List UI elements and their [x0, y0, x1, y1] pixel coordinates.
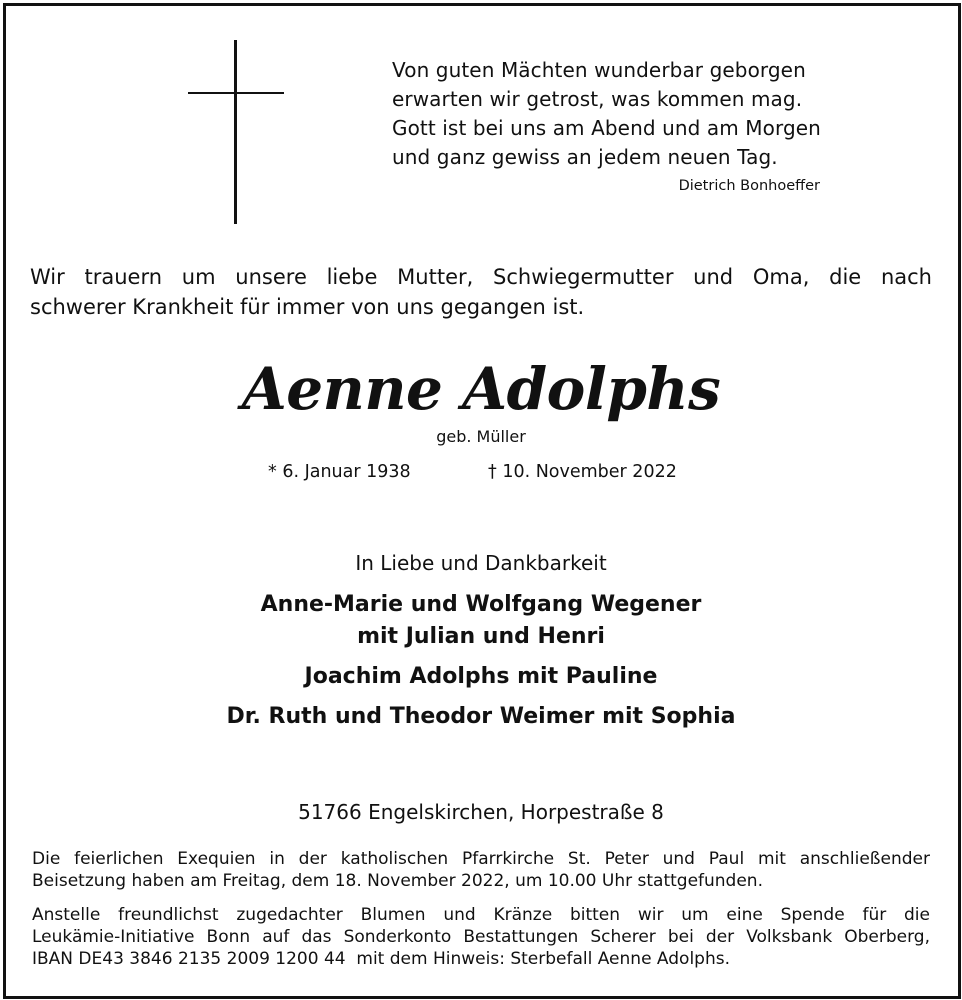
intro-text [30, 262, 932, 322]
deceased-name: Aenne Adolphs [241, 355, 721, 423]
funeral-notice [32, 848, 930, 892]
intro-line: schwerer Krankheit für immer von uns gegangen ist. [30, 295, 585, 319]
birth-date: * 6. Januar 1938 [268, 462, 411, 482]
mourners-heading: In Liebe und Dankbarkeit [355, 551, 607, 575]
mourner-line: mit Julian und Henri [357, 624, 605, 649]
donation-notice [32, 904, 930, 970]
notice-line: Anstelle freundlichst zugedachter Blumen und Kränze bitten wir um eine Spende für die [32, 905, 930, 925]
notice-line: Leukämie-Initiative Bonn auf das Sonderkonto Bestattungen Scherer bei der Volksbank Oberberg, [32, 927, 930, 947]
notice-line: Die feierlichen Exequien in der katholischen Pfarrkirche St. Peter und Paul mit anschließender [32, 849, 930, 869]
poem-line: und ganz gewiss an jedem neuen Tag. [392, 145, 778, 169]
cross-icon [188, 40, 284, 224]
intro-line: Wir trauern um unsere liebe Mutter, Schwiegermutter und Oma, die nach [30, 265, 932, 289]
notice-line: IBAN DE43 3846 2135 2009 1200 44 mit dem Hinweis: Sterbefall Aenne Adolphs. [32, 949, 731, 969]
mourner-line: Anne-Marie und Wolfgang Wegener [260, 592, 702, 617]
mourner-line: Joachim Adolphs mit Pauline [304, 664, 658, 689]
poem [392, 56, 862, 172]
poem-line: Von guten Mächten wunderbar geborgen [392, 58, 806, 82]
poem-line: Gott ist bei uns am Abend und am Morgen [392, 116, 821, 140]
birth-name: geb. Müller [436, 427, 526, 446]
poem-line: erwarten wir getrost, was kommen mag. [392, 87, 803, 111]
notice-line: Beisetzung haben am Freitag, dem 18. November 2022, um 10.00 Uhr stattgefunden. [32, 871, 763, 891]
poem-author: Dietrich Bonhoeffer [678, 178, 820, 194]
address: 51766 Engelskirchen, Horpestraße 8 [298, 800, 664, 824]
death-date: † 10. November 2022 [488, 462, 677, 482]
mourner-line: Dr. Ruth und Theodor Weimer mit Sophia [226, 704, 736, 729]
